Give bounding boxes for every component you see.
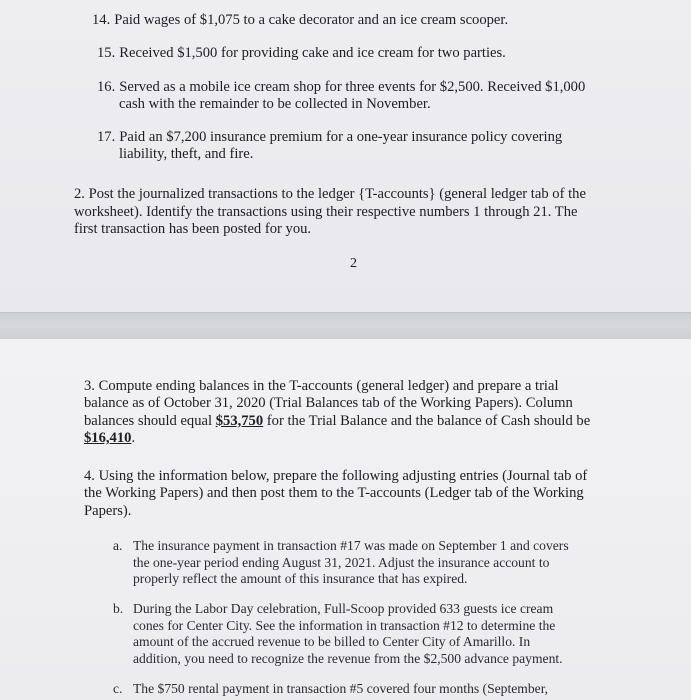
trial-balance-amount: $53,750 (215, 412, 264, 429)
item-text-continued: cash with the remainder to be collected in November. (119, 96, 431, 112)
step-4-line: Papers). (84, 502, 132, 519)
step-4-instructions (84, 468, 587, 520)
adjustment-item-b (113, 601, 563, 667)
transaction-item-14 (92, 12, 508, 29)
step-2-line: worksheet). Identify the transactions using their respective numbers 1 through 21. The (74, 203, 578, 220)
item-letter: a. (113, 538, 123, 553)
step-4-line: 4. Using the information below, prepare the following adjusting entries (Journal tab of (84, 468, 588, 484)
page-break (0, 312, 691, 340)
step-3-line: 3. Compute ending balances in the T-accounts (general ledger) and prepare a trial (84, 378, 559, 394)
item-line: During the Labor Day celebration, Full-Scoop provided 633 guests ice cream (133, 601, 554, 616)
document-page-top (0, 0, 691, 312)
item-number: 16. (97, 79, 116, 95)
item-line: properly reflect the amount of this insurance that has expired. (133, 571, 468, 586)
item-line: the one-year period ending August 31, 2021. Adjust the insurance account to (133, 554, 550, 570)
item-number: 14. (92, 12, 111, 28)
item-number: 15. (97, 45, 116, 61)
step-3-instructions (84, 378, 590, 447)
item-line: amount of the accrued revenue to be billed to Center City of Amarillo. In (133, 634, 531, 649)
step-2-line: first transaction has been posted for you. (74, 221, 312, 237)
step-4-line: the Working Papers) and then post them to the T-accounts (Ledger tab of the Working (84, 485, 584, 502)
transaction-item-15 (97, 45, 506, 62)
item-text: Paid an $7,200 insurance premium for a one-year insurance policy covering (119, 129, 563, 145)
item-text: Received $1,500 for providing cake and ice cream for two parties. (119, 45, 506, 61)
step-3-line: $16,410. (84, 429, 136, 446)
item-text-continued: liability, theft, and fire. (119, 146, 254, 162)
item-line: addition, you need to recognize the revenue from the $2,500 advance payment. (133, 650, 563, 666)
item-line: cones for Center City. See the information in transaction #12 to determine the (133, 617, 556, 633)
step-2-instructions (74, 186, 586, 239)
adjustment-item-a (113, 538, 569, 588)
step-3-line: balance as of October 31, 2020 (Trial Balances tab of the Working Papers). Column (84, 395, 573, 412)
adjustment-item-c (113, 681, 549, 698)
document-page-bottom (0, 339, 691, 700)
item-line: The $750 rental payment in transaction #5 covered four months (September, (133, 681, 549, 696)
item-letter: c. (113, 681, 123, 696)
item-text: Paid wages of $1,075 to a cake decorator and an ice cream scooper. (114, 12, 509, 28)
item-line: The insurance payment in transaction #17 was made on September 1 and covers (133, 538, 569, 553)
step-2-line: 2. Post the journalized transactions to the ledger {T-accounts} (general ledger tab of the (74, 186, 586, 202)
cash-balance-amount: $16,410 (84, 429, 132, 446)
transaction-item-17 (97, 129, 562, 163)
item-number: 17. (97, 129, 116, 145)
item-text: Served as a mobile ice cream shop for three events for $2,500. Received $1,000 (119, 79, 586, 95)
page-number: 2 (350, 256, 357, 271)
item-letter: b. (113, 601, 124, 616)
transaction-item-16 (97, 79, 585, 113)
step-3-line: balances should equal $53,750 for the Trial Balance and the balance of Cash should be (84, 412, 591, 429)
